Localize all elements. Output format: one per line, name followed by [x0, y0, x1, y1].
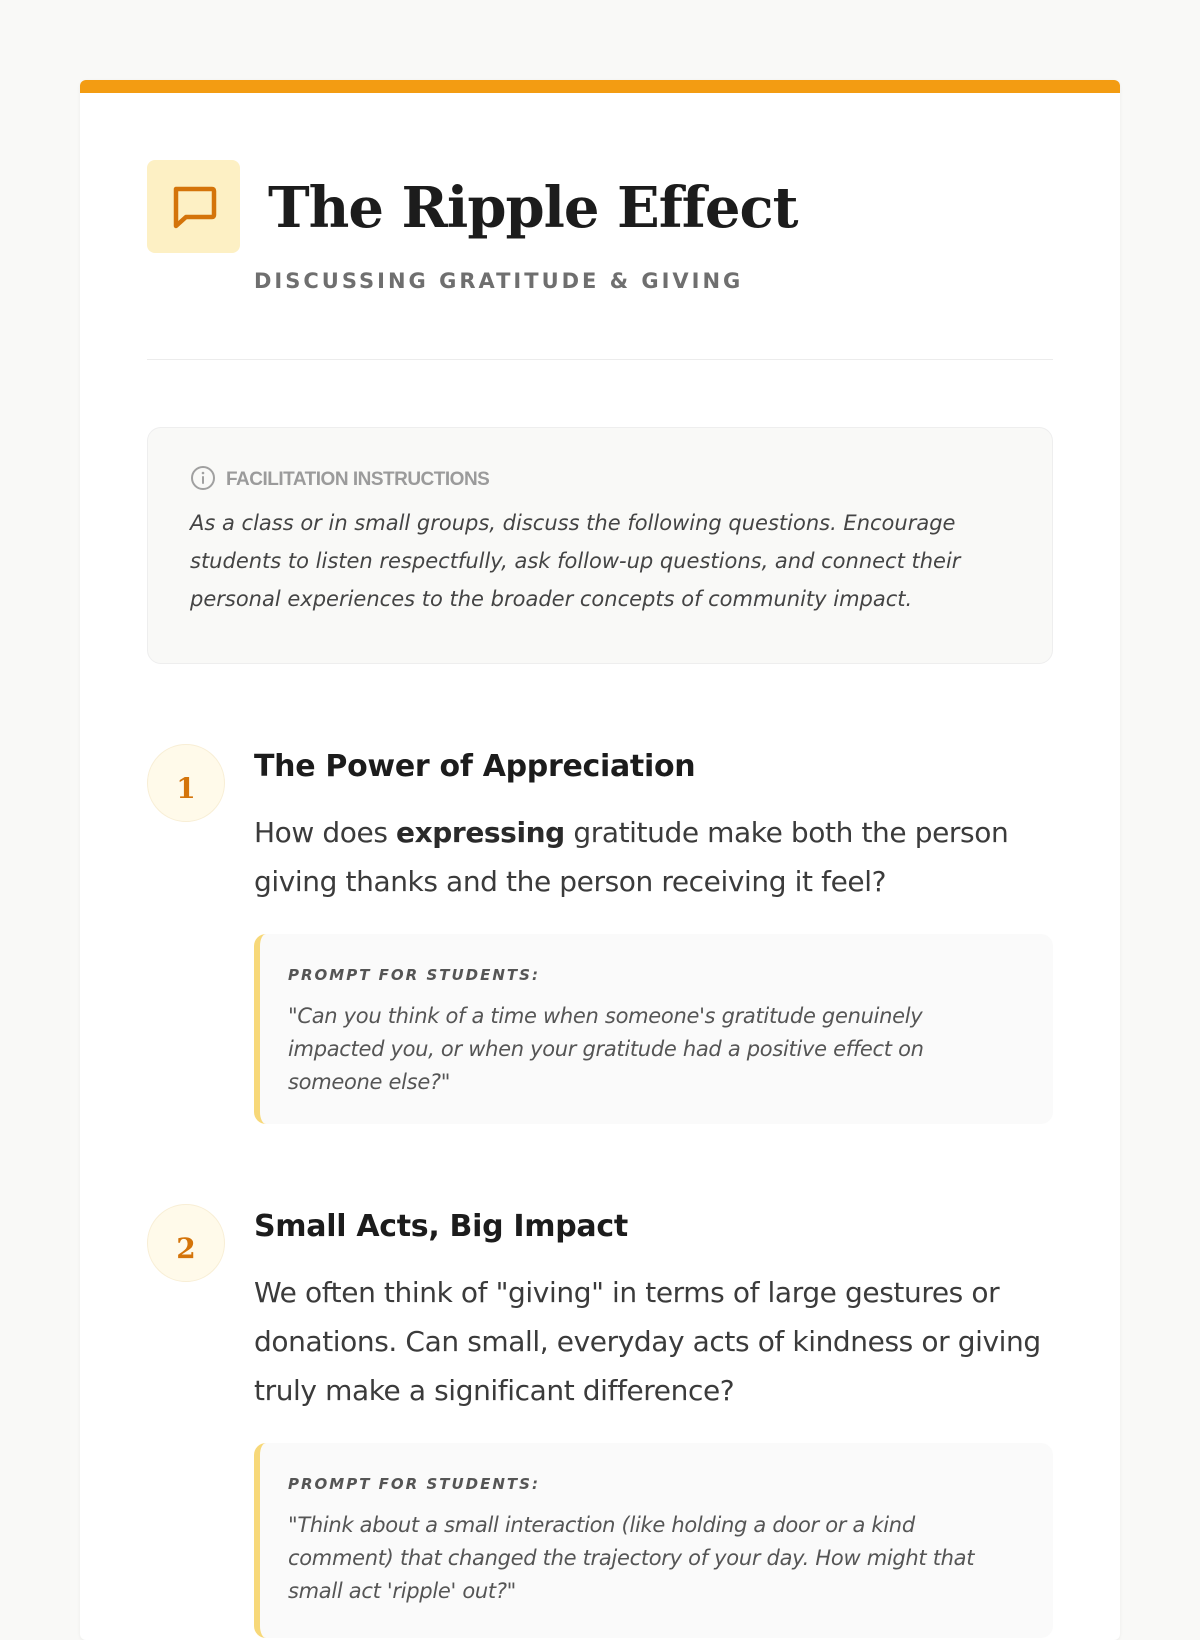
accent-bar	[80, 80, 1120, 93]
student-prompt	[254, 1443, 1053, 1638]
question-number-badge: 2	[147, 1204, 225, 1282]
page-subtitle: DISCUSSING GRATITUDE & GIVING	[254, 269, 744, 293]
instructions-header	[190, 466, 1012, 494]
student-prompt	[254, 934, 1053, 1124]
prompt-label: PROMPT FOR STUDENTS:	[288, 1475, 540, 1493]
prompt-label: PROMPT FOR STUDENTS:	[288, 966, 540, 984]
facilitation-instructions	[147, 427, 1053, 664]
question-text: How does expressing gratitude make both the person giving thanks and the person receiving it feel?	[254, 816, 1009, 898]
instructions-label: FACILITATION INSTRUCTIONS	[226, 469, 490, 490]
question-title: Small Acts, Big Impact	[254, 1209, 628, 1244]
question-text: We often think of "giving" in terms of large gestures or donations. Can small, everyday acts of kindness or giving truly make a significant difference?	[254, 1276, 1041, 1407]
card-content	[80, 93, 1120, 1638]
prompt-text: "Can you think of a time when someone's gratitude genuinely impacted you, or when your gratitude had a positive effect on someone else?"	[288, 1004, 924, 1094]
emphasis-text: expressing	[396, 816, 565, 849]
worksheet-card	[80, 80, 1120, 1640]
prompt-text: "Think about a small interaction (like holding a door or a kind comment) that changed the trajectory of your day. How might that small act 'ripple' out?"	[288, 1513, 975, 1603]
page-title: The Ripple Effect	[268, 175, 798, 241]
speech-bubble-icon	[147, 160, 240, 253]
question-item	[147, 1204, 1053, 1638]
question-number-badge: 1	[147, 744, 225, 822]
page-header	[147, 93, 1053, 360]
instructions-text: As a class or in small groups, discuss the following questions. Encourage students to listen respectfully, ask follow-up questions, and connect their personal experiences to the broader concepts of community impact.	[190, 511, 961, 611]
question-title: The Power of Appreciation	[254, 749, 696, 784]
question-item	[147, 744, 1053, 1124]
info-icon	[190, 465, 216, 495]
